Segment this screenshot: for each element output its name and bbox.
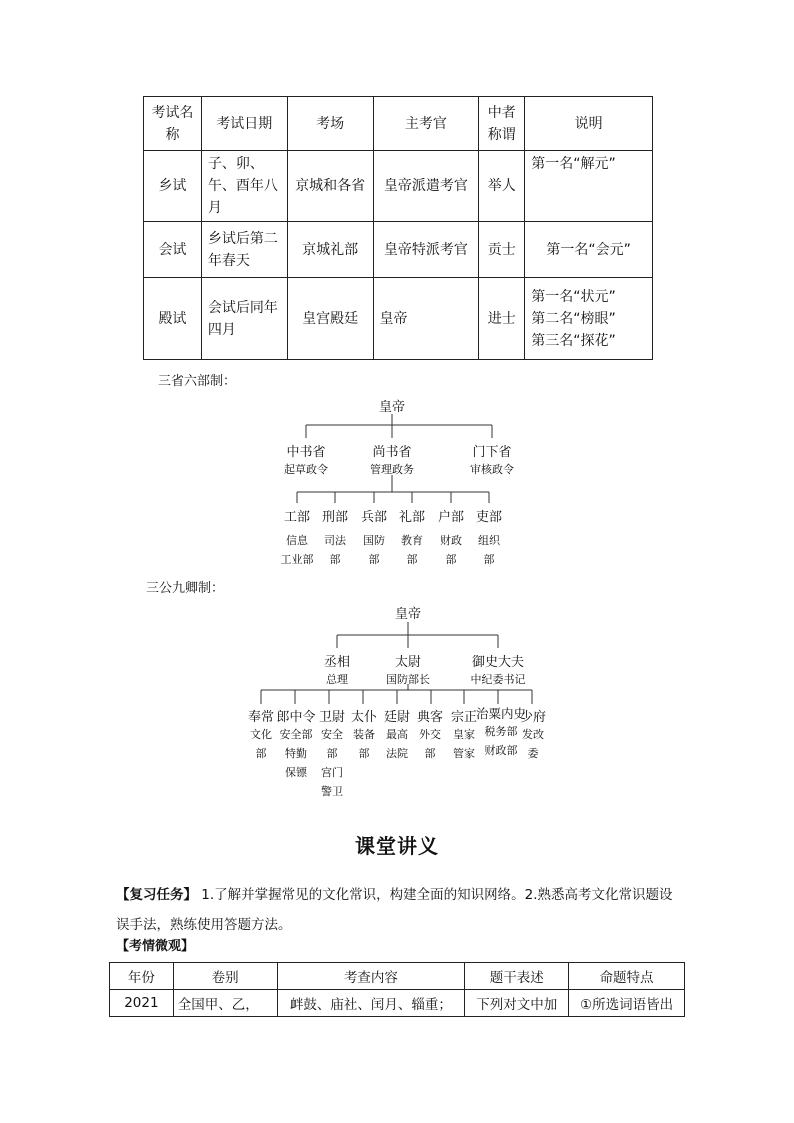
header-cell: 中者称谓 [479,97,525,151]
minister-desc: 皇家 [453,728,475,741]
sangong-heading: 三公九卿制： [146,581,225,596]
ministry-desc: 组织 [478,534,500,547]
note-line: 第一名“状元” [531,288,616,305]
header-cell: 考查内容 [277,963,465,990]
ministry-name: 礼部 [398,510,425,525]
sansheng-heading: 三省六部制： [158,374,237,389]
org-branch-desc: 管理政务 [370,463,414,476]
note-line: 第三名“探花” [531,332,616,349]
exam-overview-tag: 【考情微观】 [116,939,195,954]
org-branch-desc: 中纪委书记 [470,673,526,686]
exam-name-cell: 殿试 [144,278,202,360]
org-branch-name: 丞相 [323,655,350,670]
minister-name: 卫尉 [318,710,345,725]
lecture-title: 课堂讲义 [355,834,439,858]
header-cell: 题干表述 [465,963,569,990]
review-task-tag: 【复习任务】 [116,887,197,903]
minister-desc: 文化 [250,728,272,741]
org-root: 皇帝 [394,607,421,622]
ministry-desc: 国防 [363,534,385,547]
exam-examiner-cell: 皇帝派遣考官 [373,151,479,222]
org-branch [266,441,346,479]
minister-desc: 管家 [453,747,475,760]
org-branch-desc: 审核政令 [470,463,514,476]
org-branch [352,441,432,479]
header-cell: 命题特点 [569,963,685,990]
exam-title-cell: 贡士 [479,222,525,278]
exam-title-cell: 进士 [479,278,525,360]
org-branch [302,651,372,689]
org-branch-name: 御史大夫 [471,655,524,670]
exam-venue-cell: 皇宫殿廷 [287,278,373,360]
ministry-name: 刑部 [321,510,348,525]
note-line: 第一名“会元” [546,241,631,258]
table-cell: ①所选词语皆出 [569,990,685,1017]
exam-title-cell: 举人 [479,151,525,222]
header-cell: 卷别 [173,963,277,990]
minister-desc: 部 [424,747,436,760]
minister-desc: 外交 [419,728,441,741]
header-cell: 主考官 [373,97,479,151]
table-cell: 全国甲、乙， [173,990,277,1017]
minister-name: 宗正 [450,710,477,725]
ministry-name: 兵部 [360,510,387,525]
minister-desc: 安全 [321,728,343,741]
org-branch-desc: 起草政令 [284,463,328,476]
minister-desc: 最高 [386,728,408,741]
org-branch [453,651,543,689]
org-branch-name: 门下省 [472,445,512,460]
exam-examiner-cell: 皇帝特派考官 [373,222,479,278]
exam-venue-cell: 京城和各省 [287,151,373,222]
ministry-desc: 部 [483,553,495,566]
minister-desc: 部 [358,747,370,760]
review-task-text: 1.了解并掌握常见的文化常识，构建全面的知识网络。2.熟悉高考文化常识题设误手法，熟练使用答题方法。 [116,887,673,933]
minister-name: 郎中令 [276,710,316,725]
ministry-name: 户部 [437,510,464,525]
header-cell: 考试名称 [144,97,202,151]
org-branch [368,651,448,689]
org-branch-name: 中书省 [286,445,326,460]
ministry-desc: 信息 [286,534,308,547]
header-cell: 说明 [525,97,653,151]
ministry-desc: 部 [406,553,418,566]
table-cell: 下列对文中加 [465,990,569,1017]
minister-name: 少府 [519,710,546,725]
minister-desc: 保镖 [285,766,307,779]
ministry-desc: 财政 [440,534,462,547]
table-row [110,990,685,1017]
exam-name-cell: 会试 [144,222,202,278]
org-minister [513,706,553,763]
org-root: 皇帝 [378,400,405,415]
minister-desc: 装备 [353,728,375,741]
org-branch-desc: 国防部长 [386,673,430,686]
minister-desc: 财政部 [484,744,518,757]
header-cell: 年份 [110,963,174,990]
table-header-row [110,963,685,990]
minister-desc: 法院 [386,747,408,760]
header-cell: 考试日期 [201,97,287,151]
minister-name: 典客 [416,710,443,725]
minister-desc: 警卫 [321,785,343,798]
review-task [116,880,686,940]
minister-desc: 特勤 [285,747,307,760]
exam-examiner-cell: 皇帝 [373,278,479,360]
minister-desc: 税务部 [484,725,518,738]
minister-desc: 委 [527,747,539,760]
org-branch-desc: 总理 [326,673,348,686]
minister-name: 廷尉 [383,710,410,725]
exam-date-cell: 乡试后第二年春天 [201,222,287,278]
org-branch-name: 太尉 [394,655,421,670]
minister-desc: 宫门 [321,766,343,779]
exam-overview-table [109,962,685,1017]
exam-date-cell: 子、卯、午、酉年八月 [201,151,287,222]
table-cell: 衅鼓、庙社、闰月、辎重； [277,990,465,1017]
note-line: 第一名“解元” [531,156,616,172]
org-branch-name: 尚书省 [372,445,412,460]
minister-desc: 部 [326,747,338,760]
table-cell: 2021 [110,990,174,1017]
ministry-desc: 部 [329,553,341,566]
minister-desc: 安全部 [279,728,313,741]
note-line: 第二名“榜眼” [531,310,616,327]
minister-desc: 发改 [522,728,544,741]
ministry-desc: 工业部 [280,553,314,566]
exam-name-cell: 乡试 [144,151,202,222]
org-ministry [464,506,514,569]
ministry-desc: 部 [445,553,457,566]
minister-name: 太仆 [350,710,377,725]
header-cell: 考场 [287,97,373,151]
minister-name: 奉常 [247,710,274,725]
org-branch [452,441,532,479]
ministry-desc: 部 [368,553,380,566]
ministry-name: 吏部 [475,510,502,525]
minister-name: 治粟内史 [476,706,527,721]
ministry-desc: 教育 [401,534,423,547]
exam-venue-cell: 京城礼部 [287,222,373,278]
exam-date-cell: 会试后同年四月 [201,278,287,360]
ministry-desc: 司法 [324,534,346,547]
minister-desc: 部 [255,747,267,760]
ministry-name: 工部 [283,510,310,525]
